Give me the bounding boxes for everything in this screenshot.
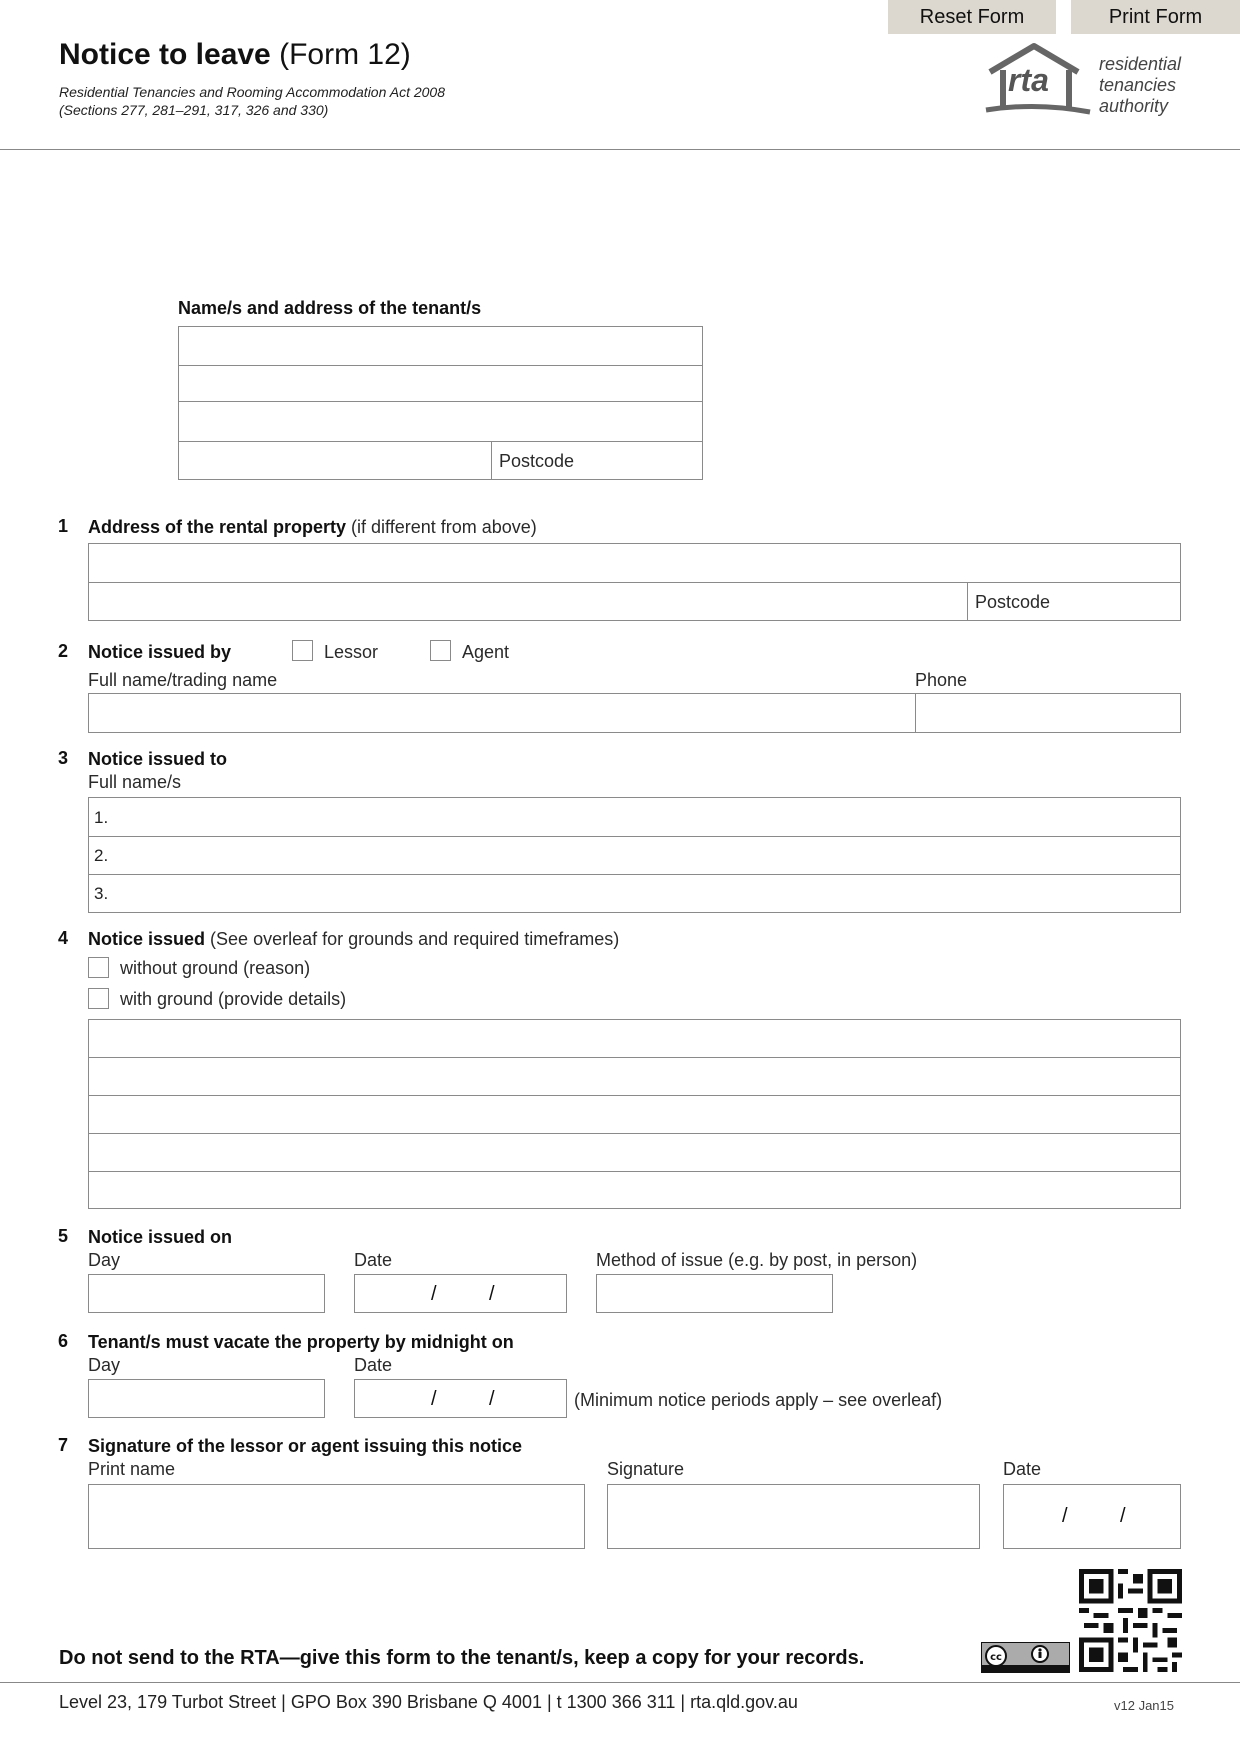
agent-label: Agent	[462, 642, 510, 662]
section-5-number: 5	[58, 1226, 69, 1246]
phone-label: Phone	[915, 670, 968, 690]
footer-divider	[0, 1682, 1240, 1683]
tenant-name-2-input[interactable]	[115, 838, 1175, 872]
issued-date-slash-1: /	[431, 1283, 437, 1305]
tenant-block-label: Name/s and address of the tenant/s	[178, 298, 482, 318]
tenant-address-line-2[interactable]	[181, 367, 700, 399]
with-ground-checkbox[interactable]	[88, 988, 109, 1009]
section-7-label: Signature of the lessor or agent issuing this notice	[88, 1436, 523, 1456]
method-label: Method of issue (e.g. by post, in person)	[596, 1250, 918, 1270]
lessor-label: Lessor	[324, 642, 379, 662]
rental-address-box	[88, 543, 1181, 621]
section-4-number: 4	[58, 928, 69, 948]
cc-by-icon	[981, 1642, 1070, 1673]
rental-address-line-2[interactable]	[91, 584, 965, 618]
title-suffix: (Form 12)	[270, 38, 411, 71]
reset-form-button[interactable]: Reset Form	[888, 0, 1056, 34]
signature-label: Signature	[607, 1459, 685, 1479]
issued-day-input[interactable]	[88, 1274, 325, 1313]
section-5-label: Notice issued on	[88, 1227, 233, 1247]
without-ground-checkbox[interactable]	[88, 957, 109, 978]
tenant-names-box	[88, 797, 1181, 913]
ground-detail-line-2[interactable]	[91, 1059, 1178, 1093]
tenant-row-2-number: 2.	[94, 846, 109, 865]
section-2-number: 2	[58, 641, 69, 661]
tenant-name-1-input[interactable]	[115, 800, 1175, 834]
section-4-label-bold: Notice issued	[88, 929, 206, 949]
rental-address-line-1[interactable]	[91, 546, 1178, 580]
section-4-label	[88, 929, 619, 950]
logo-line-1: residential	[1099, 54, 1182, 74]
tenant-address-line-4[interactable]	[181, 443, 489, 477]
section-2-label: Notice issued by	[88, 642, 232, 662]
section-1-label-rest: (if different from above)	[346, 517, 537, 537]
vacate-day-input[interactable]	[88, 1379, 325, 1418]
section-1-label-bold: Address of the rental property	[88, 517, 347, 537]
tenant-row-3-number: 3.	[94, 884, 109, 903]
act-line-2: (Sections 277, 281–291, 317, 326 and 330)	[59, 102, 329, 118]
lessor-checkbox[interactable]	[292, 640, 313, 661]
ground-detail-line-5[interactable]	[91, 1173, 1178, 1206]
print-form-button[interactable]: Print Form	[1071, 0, 1240, 34]
with-ground-label: with ground (provide details)	[120, 989, 347, 1009]
logo-mark: rta	[1008, 62, 1049, 98]
logo-line-3: authority	[1099, 96, 1169, 116]
rta-logo-icon	[982, 40, 1092, 120]
footer-notice: Do not send to the RTA—give this form to the tenant/s, keep a copy for your records.	[59, 1647, 865, 1669]
issuer-box	[88, 693, 1181, 733]
qr-code-icon	[1079, 1569, 1182, 1672]
print-name-input[interactable]	[88, 1484, 585, 1549]
section-3-label: Notice issued to	[88, 749, 228, 769]
page-title	[59, 38, 411, 72]
vacate-date-input[interactable]	[354, 1379, 567, 1418]
sign-date-slash-2: /	[1120, 1505, 1126, 1527]
section-3-number: 3	[58, 748, 69, 768]
method-input[interactable]	[596, 1274, 833, 1313]
full-name-label: Full name/trading name	[88, 670, 278, 690]
tenant-row-1-number: 1.	[94, 808, 109, 827]
tenant-address-line-1[interactable]	[181, 329, 700, 363]
section-7-number: 7	[58, 1435, 69, 1455]
tenant-address-box	[178, 326, 703, 480]
rental-postcode-label: Postcode	[975, 592, 1051, 612]
tenant-address-line-3[interactable]	[181, 403, 700, 439]
logo-text	[1099, 54, 1181, 117]
sign-date-slash-1: /	[1062, 1505, 1068, 1527]
title-main: Notice to leave	[59, 38, 271, 71]
issuer-name-input[interactable]	[91, 696, 913, 730]
ground-detail-line-3[interactable]	[91, 1097, 1178, 1131]
ground-details-box	[88, 1019, 1181, 1209]
section-1-label	[88, 517, 537, 538]
header-divider	[0, 149, 1240, 150]
footer-address: Level 23, 179 Turbot Street | GPO Box 390 Brisbane Q 4001 | t 1300 366 311 | rta.qld.gov.au	[59, 1692, 798, 1712]
logo-line-2: tenancies	[1099, 75, 1177, 95]
ground-detail-line-1[interactable]	[91, 1022, 1178, 1055]
signature-field[interactable]	[607, 1484, 980, 1549]
ground-detail-line-4[interactable]	[91, 1135, 1178, 1169]
tenant-postcode-label: Postcode	[499, 451, 575, 471]
issued-date-slash-2: /	[489, 1283, 495, 1305]
act-line-1: Residential Tenancies and Rooming Accommodation Act 2008	[59, 84, 446, 100]
issued-day-label: Day	[88, 1250, 121, 1270]
vacate-date-slash-1: /	[431, 1388, 437, 1410]
tenant-name-3-input[interactable]	[115, 876, 1175, 910]
section-1-number: 1	[58, 516, 69, 536]
issuer-phone-input[interactable]	[918, 696, 1178, 730]
vacate-date-label: Date	[354, 1355, 393, 1375]
issued-date-input[interactable]	[354, 1274, 567, 1313]
print-name-label: Print name	[88, 1459, 176, 1479]
full-names-label: Full name/s	[88, 772, 182, 792]
notice-period-note: (Minimum notice periods apply – see overleaf)	[574, 1390, 943, 1410]
section-6-label: Tenant/s must vacate the property by midnight on	[88, 1332, 514, 1352]
signature-date-label: Date	[1003, 1459, 1042, 1479]
vacate-day-label: Day	[88, 1355, 121, 1375]
section-6-number: 6	[58, 1331, 69, 1351]
section-4-label-rest: (See overleaf for grounds and required timeframes)	[205, 929, 620, 949]
signature-date-input[interactable]	[1003, 1484, 1181, 1549]
svg-text:cc: cc	[990, 1652, 1002, 1663]
vacate-date-slash-2: /	[489, 1388, 495, 1410]
agent-checkbox[interactable]	[430, 640, 451, 661]
version-label: v12 Jan15	[1114, 1698, 1174, 1713]
without-ground-label: without ground (reason)	[120, 958, 311, 978]
issued-date-label: Date	[354, 1250, 393, 1270]
